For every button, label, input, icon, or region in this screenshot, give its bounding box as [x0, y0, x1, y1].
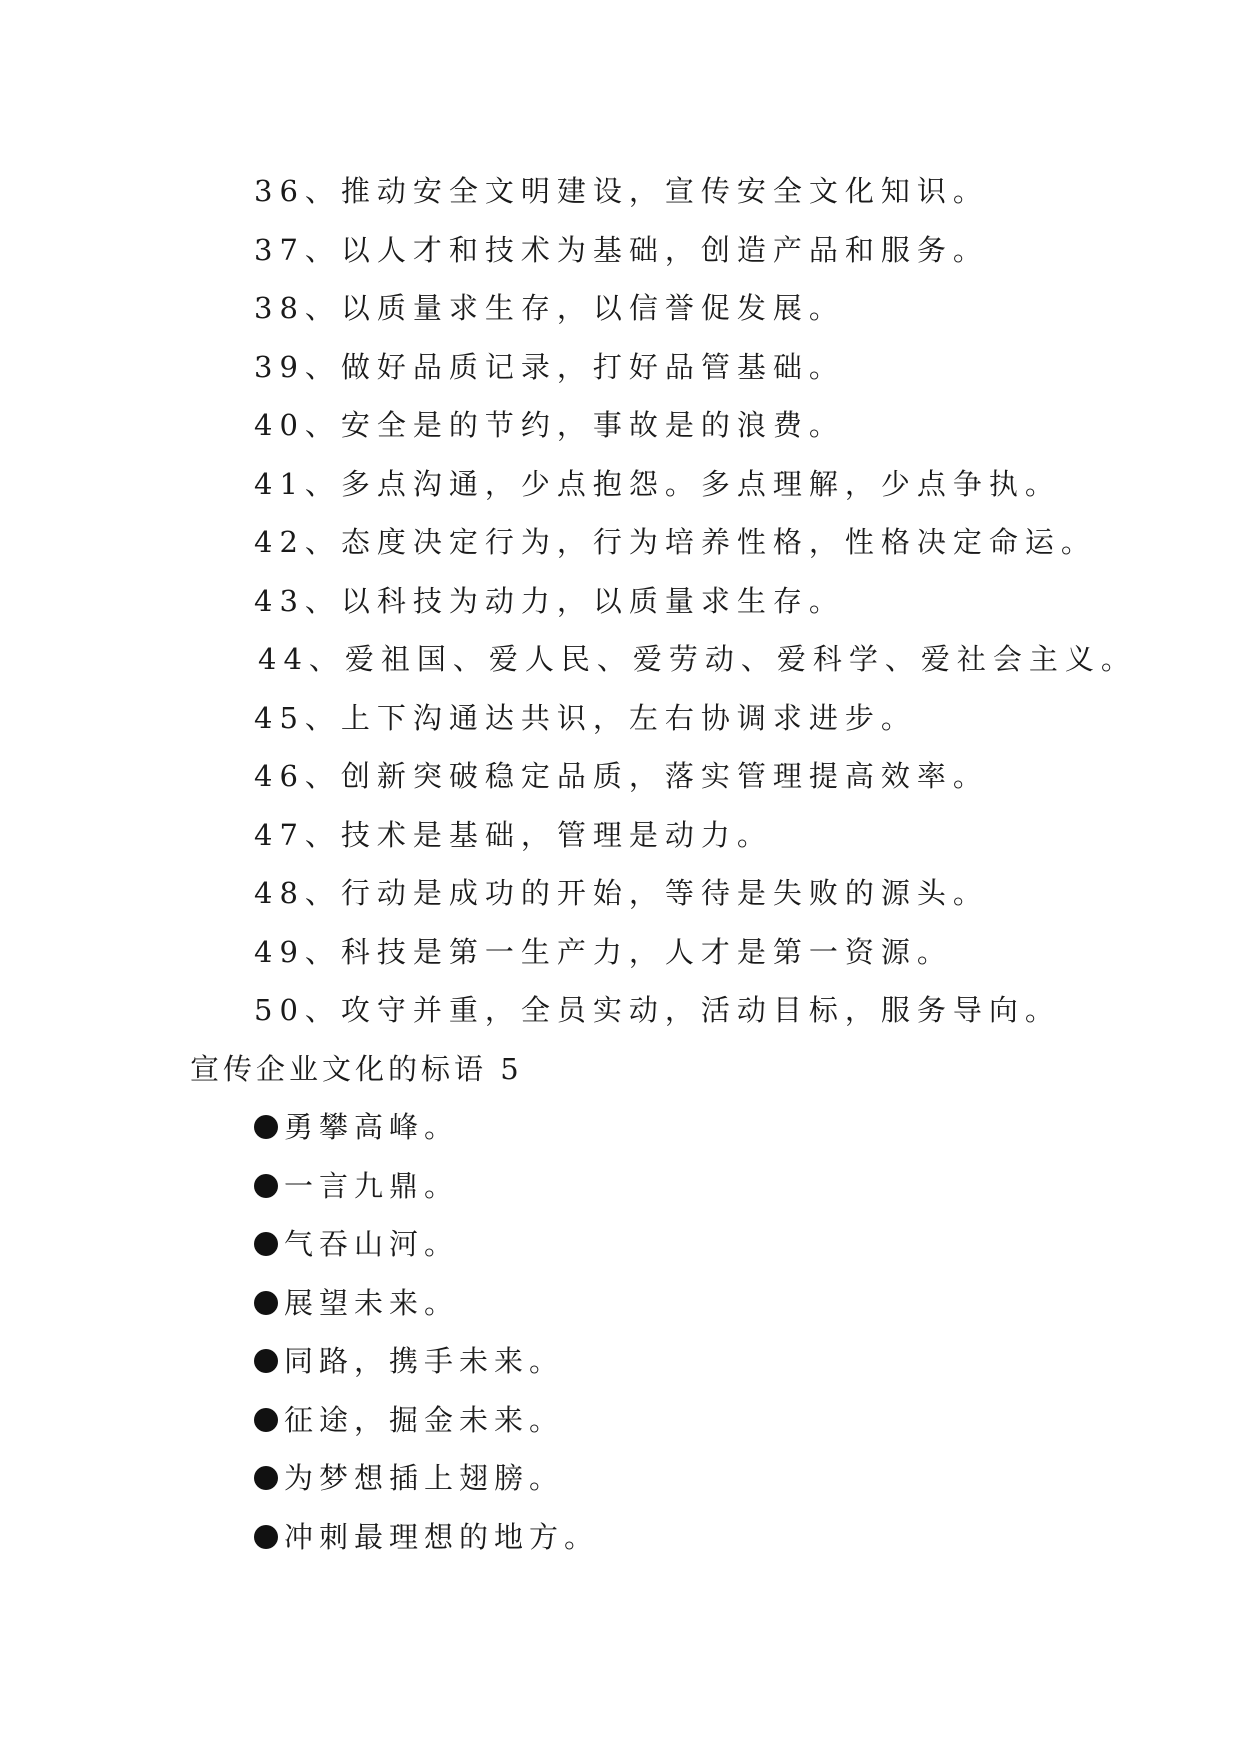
bullet-item — [0, 1391, 1241, 1450]
numbered-item-50: 50、攻守并重，全员实动，活动目标，服务导向。 — [254, 993, 1061, 1027]
bullet-text: 一言九鼎。 — [284, 1168, 460, 1203]
bullet-text: 征途，掘金未来。 — [284, 1402, 565, 1437]
numbered-item-49: 49、科技是第一生产力，人才是第一资源。 — [254, 934, 953, 969]
bullet-item — [0, 1274, 1241, 1333]
bullet-text: 为梦想插上翅膀。 — [284, 1461, 565, 1495]
bullet-text: 同路，携手未来。 — [284, 1344, 565, 1378]
numbered-item-48: 48、行动是成功的开始，等待是失败的源头。 — [254, 876, 989, 910]
bullet-text: 气吞山河。 — [284, 1227, 460, 1261]
bullet-dot-icon — [254, 1466, 278, 1490]
content-list — [0, 162, 1241, 1566]
bullet-dot-icon — [254, 1174, 278, 1198]
section-heading: 宣传企业文化的标语 5 — [190, 1051, 523, 1086]
bullet-item — [0, 1508, 1241, 1567]
numbered-item-37: 37、以人才和技术为基础，创造产品和服务。 — [254, 232, 989, 267]
numbered-item-45: 45、上下沟通达共识，左右协调求进步。 — [254, 700, 917, 735]
bullet-item — [0, 1215, 1241, 1274]
bullet-dot-icon — [254, 1525, 278, 1549]
bullet-dot-icon — [254, 1291, 278, 1315]
bullet-text: 展望未来。 — [284, 1285, 460, 1320]
numbered-item-47: 47、技术是基础，管理是动力。 — [254, 817, 773, 852]
numbered-item-40: 40、安全是的节约，事故是的浪费。 — [254, 408, 845, 442]
bullet-item — [0, 1449, 1241, 1508]
bullet-text: 勇攀高峰。 — [284, 1110, 460, 1144]
numbered-item-38: 38、以质量求生存，以信誉促发展。 — [254, 291, 845, 325]
bullet-item — [0, 1157, 1241, 1216]
bullet-item — [0, 1332, 1241, 1391]
bullet-dot-icon — [254, 1232, 278, 1256]
bullet-dot-icon — [254, 1115, 278, 1139]
bullet-item — [0, 1098, 1241, 1157]
bullet-dot-icon — [254, 1349, 278, 1373]
numbered-item-36: 36、推动安全文明建设，宣传安全文化知识。 — [254, 174, 989, 208]
numbered-item-39: 39、做好品质记录，打好品管基础。 — [254, 349, 845, 384]
bullet-dot-icon — [254, 1408, 278, 1432]
numbered-item-43: 43、以科技为动力，以质量求生存。 — [254, 583, 845, 618]
numbered-item-44: 44、爱祖国、爱人民、爱劳动、爱科学、爱社会主义。 — [258, 642, 1137, 676]
numbered-item-42: 42、态度决定行为，行为培养性格，性格决定命运。 — [254, 525, 1097, 559]
numbered-item-46: 46、创新突破稳定品质，落实管理提高效率。 — [254, 759, 989, 793]
bullet-text: 冲刺最理想的地方。 — [284, 1519, 600, 1554]
numbered-item-41: 41、多点沟通，少点抱怨。多点理解，少点争执。 — [254, 466, 1061, 501]
